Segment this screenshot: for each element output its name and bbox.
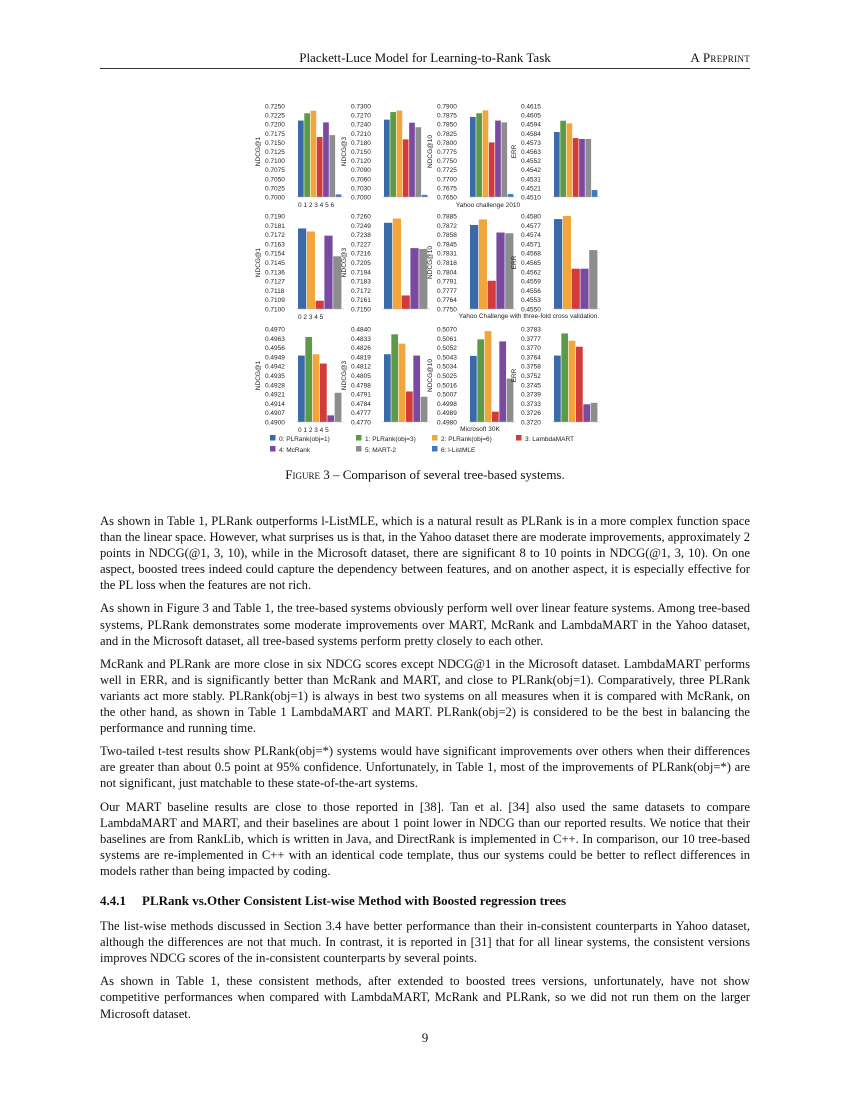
tick-label: 0.4521 bbox=[521, 185, 541, 193]
tick-label: 0.7109 bbox=[265, 297, 285, 305]
section-title: PLRank vs.Other Consistent List-wise Method with Boosted regression trees bbox=[142, 892, 567, 908]
tick-label: 0.5043 bbox=[437, 354, 457, 362]
bar bbox=[496, 233, 504, 309]
tick-label: 0.3739 bbox=[521, 391, 541, 399]
tick-label: 0.4907 bbox=[265, 410, 285, 418]
tick-label: 0.7804 bbox=[437, 269, 457, 277]
tick-label: 0.4615 bbox=[521, 103, 541, 111]
paragraph-6: The list-wise methods discussed in Section 3.4 have better performance than their in-consistent counterparts in Yahoo dataset, although the differences are not that much. In contrast, it is reported in [31] that for all linear systems, the consistent versions improves NDCG scores of the in-consistent counterparts by several points. bbox=[100, 919, 750, 966]
bar bbox=[591, 403, 598, 422]
tick-label: 0.4791 bbox=[351, 391, 371, 399]
tick-label: 0.7750 bbox=[437, 306, 457, 314]
bar bbox=[307, 232, 315, 310]
bar bbox=[390, 112, 396, 197]
tick-label: 0.7800 bbox=[437, 139, 457, 147]
bar bbox=[499, 341, 506, 422]
bar bbox=[492, 412, 499, 422]
tick-label: 0.7163 bbox=[265, 241, 285, 249]
tick-label: 0.7183 bbox=[351, 278, 371, 286]
bar bbox=[335, 393, 342, 422]
section-number: 4.4.1 bbox=[100, 892, 126, 908]
axis-label: ERR bbox=[511, 255, 518, 270]
tick-label: 0.7650 bbox=[437, 194, 457, 202]
tick-label: 0.5007 bbox=[437, 391, 457, 399]
bar bbox=[391, 334, 398, 422]
legend-label: 5: MART-2 bbox=[365, 447, 396, 454]
legend-label: 1: PLRank(obj=3) bbox=[365, 436, 416, 443]
tick-label: 0.7227 bbox=[351, 241, 371, 249]
tick-label: 0.4819 bbox=[351, 354, 371, 362]
tick-label: 0.4552 bbox=[521, 158, 541, 166]
bar bbox=[304, 113, 310, 197]
legend-label: 3: LambdaMART bbox=[525, 436, 575, 443]
axis-label: NDCG@1 bbox=[255, 247, 262, 278]
tick-label: 0.3783 bbox=[521, 326, 541, 334]
axis-label: NDCG@10 bbox=[427, 135, 434, 168]
tick-label: 0.7120 bbox=[351, 158, 371, 166]
bar bbox=[470, 117, 476, 197]
bar bbox=[569, 341, 576, 422]
tick-label: 0.7145 bbox=[265, 260, 285, 267]
tick-label: 0.4900 bbox=[265, 419, 285, 427]
tick-label: 0.4571 bbox=[521, 241, 541, 249]
tick-label: 0.4970 bbox=[265, 326, 285, 334]
bar bbox=[483, 110, 489, 197]
tick-label: 0.5070 bbox=[437, 326, 457, 334]
tick-label: 0.4565 bbox=[521, 260, 541, 267]
tick-label: 0.7858 bbox=[437, 232, 457, 240]
bar bbox=[479, 219, 487, 309]
tick-label: 0.7260 bbox=[351, 213, 371, 221]
figure-caption bbox=[100, 467, 750, 483]
bar bbox=[298, 356, 305, 422]
tick-label: 0.3745 bbox=[521, 382, 541, 390]
tick-label: 0.3726 bbox=[521, 410, 541, 418]
section-heading bbox=[100, 893, 750, 909]
tick-label: 0.7700 bbox=[437, 176, 457, 184]
tick-label: 0.4956 bbox=[265, 345, 285, 353]
bar bbox=[399, 344, 406, 422]
tick-label: 0.7100 bbox=[265, 158, 285, 166]
legend-label: 4: McRank bbox=[279, 447, 311, 454]
tick-label: 0.7172 bbox=[351, 287, 371, 295]
bar bbox=[317, 137, 323, 197]
bar bbox=[572, 269, 580, 309]
tick-label: 0.4777 bbox=[351, 410, 371, 418]
tick-label: 0.7750 bbox=[437, 158, 457, 166]
tick-label: 0.7025 bbox=[265, 185, 285, 193]
tick-label: 0.3777 bbox=[521, 335, 541, 343]
bar bbox=[329, 135, 335, 197]
tick-label: 0.3764 bbox=[521, 354, 541, 362]
running-title: Plackett-Luce Model for Learning-to-Rank Task bbox=[299, 50, 551, 65]
tick-label: 0.5034 bbox=[437, 363, 457, 371]
tick-label: 0.3752 bbox=[521, 373, 541, 380]
tick-label: 0.7127 bbox=[265, 278, 285, 286]
bar bbox=[421, 397, 428, 422]
bar bbox=[324, 236, 332, 309]
bar bbox=[409, 123, 415, 197]
figure-3 bbox=[0, 0, 850, 470]
bar bbox=[589, 250, 597, 309]
bar bbox=[585, 139, 591, 197]
tick-label: 0.7238 bbox=[351, 232, 371, 240]
tick-label: 0.5025 bbox=[437, 373, 457, 380]
axis-label: NDCG@10 bbox=[427, 359, 434, 392]
tick-label: 0.4840 bbox=[351, 326, 371, 334]
tick-label: 0.7150 bbox=[351, 149, 371, 156]
tick-label: 0.7818 bbox=[437, 260, 457, 267]
bar bbox=[320, 364, 327, 422]
bar bbox=[470, 225, 478, 309]
tick-label: 0.7675 bbox=[437, 185, 457, 193]
tick-label: 0.7000 bbox=[265, 194, 285, 202]
legend-swatch bbox=[270, 435, 276, 441]
paragraph-7: As shown in Table 1, these consistent methods, after extended to boosted trees versions, unfortunately, have not show competitive performances when compared with LambdaMART, McRank and PLRank, so we did not run them on the larger Microsoft dataset. bbox=[100, 974, 750, 1021]
tick-label: 0.4550 bbox=[521, 306, 541, 314]
tick-label: 0.4798 bbox=[351, 382, 371, 390]
paragraph-4: Two-tailed t-test results show PLRank(obj=*) systems would have significant improvements over others when their differences are greater than about 0.5 point at 95% confidence. Unfortunately, in Table 1, most of the improvements of PLRank(obj=*) are not significant, just matchable to these state-of-the-art systems. bbox=[100, 744, 750, 791]
tick-label: 0.4826 bbox=[351, 345, 371, 353]
bar bbox=[402, 295, 410, 309]
tick-label: 0.3758 bbox=[521, 363, 541, 371]
tick-label: 0.4562 bbox=[521, 269, 541, 277]
bar bbox=[384, 354, 391, 422]
tick-label: 0.7725 bbox=[437, 167, 457, 175]
tick-label: 0.7831 bbox=[437, 250, 457, 258]
tick-label: 0.7775 bbox=[437, 149, 457, 156]
axis-label: NDCG@1 bbox=[255, 360, 262, 391]
tick-label: 0.7777 bbox=[437, 287, 457, 295]
bar bbox=[561, 333, 568, 422]
tick-label: 0.7075 bbox=[265, 167, 285, 175]
bar bbox=[415, 127, 421, 197]
bar bbox=[323, 122, 329, 197]
tick-label: 0.7205 bbox=[351, 260, 371, 267]
tick-label: 0.7180 bbox=[351, 139, 371, 147]
tick-label: 0.7030 bbox=[351, 185, 371, 193]
tick-label: 0.7161 bbox=[351, 297, 371, 305]
tick-label: 0.5052 bbox=[437, 345, 457, 353]
axis-label: NDCG@3 bbox=[341, 247, 348, 278]
tick-label: 0.7900 bbox=[437, 103, 457, 111]
tick-label: 0.4833 bbox=[351, 335, 371, 343]
tick-label: 0.7050 bbox=[265, 176, 285, 184]
x-tick-labels: 0 1 2 3 4 5 bbox=[298, 427, 329, 434]
tick-label: 0.4928 bbox=[265, 382, 285, 390]
tick-label: 0.4568 bbox=[521, 250, 541, 258]
paragraph-3: McRank and PLRank are more close in six NDCG scores except NDCG@1 in the Microsoft dataset. LambdaMART performs well in ERR, and is significantly better than McRank and MART, and close to PLRank(obj=1). Comparatively, three PLRank variants act more stably. PLRank(obj=1) is always in best two systems on all measures when it is compared with McRank, on the other hand, as shown in Table 1 LambdaMART and MART. PLRank(obj=2) is considered to be the best in balancing the performance and running time. bbox=[100, 656, 750, 736]
bar bbox=[563, 216, 571, 309]
tick-label: 0.4935 bbox=[265, 373, 285, 380]
bar bbox=[316, 301, 324, 309]
tick-label: 0.7300 bbox=[351, 103, 371, 111]
bar bbox=[403, 139, 409, 197]
bar bbox=[476, 113, 482, 197]
bar bbox=[311, 111, 317, 197]
row-title: Microsoft 30K bbox=[460, 426, 500, 433]
axis-label: ERR bbox=[511, 144, 518, 159]
tick-label: 0.4542 bbox=[521, 167, 541, 175]
bar bbox=[470, 356, 477, 422]
legend-swatch bbox=[356, 446, 362, 452]
legend-swatch bbox=[516, 435, 522, 441]
preprint-label: A Preprint bbox=[690, 50, 750, 65]
tick-label: 0.7200 bbox=[265, 121, 285, 129]
tick-label: 0.7154 bbox=[265, 250, 285, 258]
tick-label: 0.4942 bbox=[265, 363, 285, 371]
tick-label: 0.7250 bbox=[265, 103, 285, 111]
bar bbox=[488, 281, 496, 309]
tick-label: 0.3720 bbox=[521, 419, 541, 427]
figure-caption-text: – Comparison of several tree-based systems. bbox=[329, 467, 565, 482]
tick-label: 0.7791 bbox=[437, 278, 457, 286]
bar bbox=[406, 391, 413, 422]
tick-label: 0.7225 bbox=[265, 112, 285, 120]
bar bbox=[592, 190, 598, 197]
tick-label: 0.4605 bbox=[521, 112, 541, 120]
tick-label: 0.7150 bbox=[265, 139, 285, 147]
tick-label: 0.7249 bbox=[351, 222, 371, 230]
tick-label: 0.4556 bbox=[521, 287, 541, 295]
tick-label: 0.4559 bbox=[521, 278, 541, 286]
tick-label: 0.3770 bbox=[521, 345, 541, 353]
tick-label: 0.7181 bbox=[265, 222, 285, 230]
bar bbox=[477, 339, 484, 422]
tick-label: 0.7885 bbox=[437, 213, 457, 221]
axis-label: NDCG@3 bbox=[341, 136, 348, 167]
tick-label: 0.7240 bbox=[351, 121, 371, 129]
x-tick-labels: 0 2 3 4 5 bbox=[298, 314, 324, 321]
legend-label: 0: PLRank(obj=1) bbox=[279, 436, 330, 443]
paragraph-1: As shown in Table 1, PLRank outperforms l-ListMLE, which is a natural result as PLRank is in a more complex function space than the linear space. However, what surprises us is that, in the Yahoo dataset there are moderate improvements, approximately 2 points in NDCG(@1, 3, 10), while in the Microsoft dataset, there are significant 8 to 10 points in NDCG(@1, 3, 10). On one aspect, boosted trees indeed could capture the dependency between features, and on another aspect, it is especially effective for the PL loss when the features are not rich. bbox=[100, 514, 750, 593]
bar bbox=[489, 142, 495, 197]
tick-label: 0.4580 bbox=[521, 213, 541, 221]
bar bbox=[579, 139, 585, 197]
tick-label: 0.7764 bbox=[437, 297, 457, 305]
paragraph-5: Our MART baseline results are close to those reported in [38]. Tan et al. [34] also used the same datasets to compare LambdaMART and MART, and their baselines are about 1 point lower in NDCG than our reported results. We notice that their baselines are from RankLib, which is written in Java, and DirectRank is implemented in C++. In comparison, our 10 tree-based systems are re-implemented in C++ with an identical code template, thus our systems could be better to reflect differences in models rather than being impacted by coding. bbox=[100, 799, 750, 878]
tick-label: 0.4805 bbox=[351, 373, 371, 380]
tick-label: 0.4784 bbox=[351, 400, 371, 408]
tick-label: 0.4573 bbox=[521, 139, 541, 147]
legend-swatch bbox=[356, 435, 362, 441]
tick-label: 0.7172 bbox=[265, 232, 285, 240]
tick-label: 0.4921 bbox=[265, 391, 285, 399]
tick-label: 0.7100 bbox=[265, 306, 285, 314]
tick-label: 0.4563 bbox=[521, 149, 541, 156]
tick-label: 0.4594 bbox=[521, 121, 541, 129]
tick-label: 0.7125 bbox=[265, 149, 285, 156]
bar bbox=[508, 194, 514, 197]
page-number: 9 bbox=[421, 1030, 429, 1045]
tick-label: 0.3733 bbox=[521, 400, 541, 408]
tick-label: 0.4980 bbox=[437, 419, 457, 427]
tick-label: 0.7850 bbox=[437, 121, 457, 129]
tick-label: 0.7210 bbox=[351, 130, 371, 138]
bar bbox=[305, 337, 312, 422]
bar bbox=[327, 415, 334, 422]
tick-label: 0.4963 bbox=[265, 335, 285, 343]
tick-label: 0.7175 bbox=[265, 130, 285, 138]
tick-label: 0.4812 bbox=[351, 363, 371, 371]
bar bbox=[495, 121, 501, 197]
axis-label: NDCG@3 bbox=[341, 360, 348, 391]
body-text bbox=[100, 513, 750, 1029]
legend-swatch bbox=[432, 446, 438, 452]
bar bbox=[573, 138, 579, 197]
bar bbox=[298, 228, 306, 309]
bar bbox=[576, 347, 583, 422]
bar bbox=[413, 356, 420, 422]
legend-label: 2: PLRank(obj=6) bbox=[441, 436, 492, 443]
tick-label: 0.4574 bbox=[521, 232, 541, 240]
bar bbox=[298, 121, 304, 197]
bar bbox=[393, 219, 401, 309]
tick-label: 0.7845 bbox=[437, 241, 457, 249]
tick-label: 0.4770 bbox=[351, 419, 371, 427]
legend-swatch bbox=[270, 446, 276, 452]
tick-label: 0.7875 bbox=[437, 112, 457, 120]
row-title: Yahoo challenge 2010 bbox=[455, 202, 521, 209]
tick-label: 0.7216 bbox=[351, 250, 371, 258]
tick-label: 0.4577 bbox=[521, 222, 541, 230]
tick-label: 0.4553 bbox=[521, 297, 541, 305]
legend-label: 6: l-ListMLE bbox=[441, 447, 476, 454]
tick-label: 0.7872 bbox=[437, 222, 457, 230]
bar bbox=[554, 132, 560, 197]
axis-label: ERR bbox=[511, 368, 518, 383]
bar bbox=[567, 123, 573, 197]
tick-label: 0.4949 bbox=[265, 354, 285, 362]
tick-label: 0.4989 bbox=[437, 410, 457, 418]
row-title: Yahoo Challenge with three-fold cross validation. bbox=[458, 313, 600, 320]
tick-label: 0.7825 bbox=[437, 130, 457, 138]
x-tick-labels: 0 1 2 3 4 5 6 bbox=[298, 202, 335, 209]
tick-label: 0.4510 bbox=[521, 194, 541, 202]
tick-label: 0.7118 bbox=[265, 287, 285, 295]
legend-swatch bbox=[432, 435, 438, 441]
tick-label: 0.7090 bbox=[351, 167, 371, 175]
bar bbox=[554, 219, 562, 309]
bar bbox=[501, 122, 507, 197]
tick-label: 0.4531 bbox=[521, 176, 541, 184]
tick-label: 0.4998 bbox=[437, 400, 457, 408]
tick-label: 0.5061 bbox=[437, 335, 457, 343]
tick-label: 0.7060 bbox=[351, 176, 371, 184]
bar bbox=[583, 404, 590, 422]
bar bbox=[313, 354, 320, 422]
tick-label: 0.7136 bbox=[265, 269, 285, 277]
bar bbox=[410, 248, 418, 309]
bar bbox=[397, 111, 403, 197]
tick-label: 0.7150 bbox=[351, 306, 371, 314]
tick-label: 0.7194 bbox=[351, 269, 371, 277]
bar bbox=[580, 269, 588, 309]
tick-label: 0.7000 bbox=[351, 194, 371, 202]
bar bbox=[422, 195, 428, 197]
axis-label: NDCG@10 bbox=[427, 246, 434, 279]
tick-label: 0.7270 bbox=[351, 112, 371, 120]
figure-label: Figure 3 bbox=[285, 467, 330, 482]
axis-label: NDCG@1 bbox=[255, 136, 262, 167]
bar bbox=[560, 121, 566, 197]
tick-label: 0.4914 bbox=[265, 400, 285, 408]
tick-label: 0.7190 bbox=[265, 213, 285, 221]
bar bbox=[554, 356, 561, 422]
paragraph-2: As shown in Figure 3 and Table 1, the tree-based systems obviously perform well over linear feature systems. Among tree-based systems, PLRank demonstrates some moderate improvements over MART, McRank and LambdaMART in the Yahoo dataset, and in the Microsoft dataset, all tree-based systems perform pretty closely to each other. bbox=[100, 601, 750, 648]
bar bbox=[507, 379, 514, 422]
tick-label: 0.5016 bbox=[437, 382, 457, 390]
bar bbox=[384, 223, 392, 309]
tick-label: 0.4584 bbox=[521, 130, 541, 138]
bar bbox=[505, 233, 513, 309]
bar bbox=[485, 331, 492, 422]
bar bbox=[336, 194, 342, 197]
bar bbox=[384, 120, 390, 197]
